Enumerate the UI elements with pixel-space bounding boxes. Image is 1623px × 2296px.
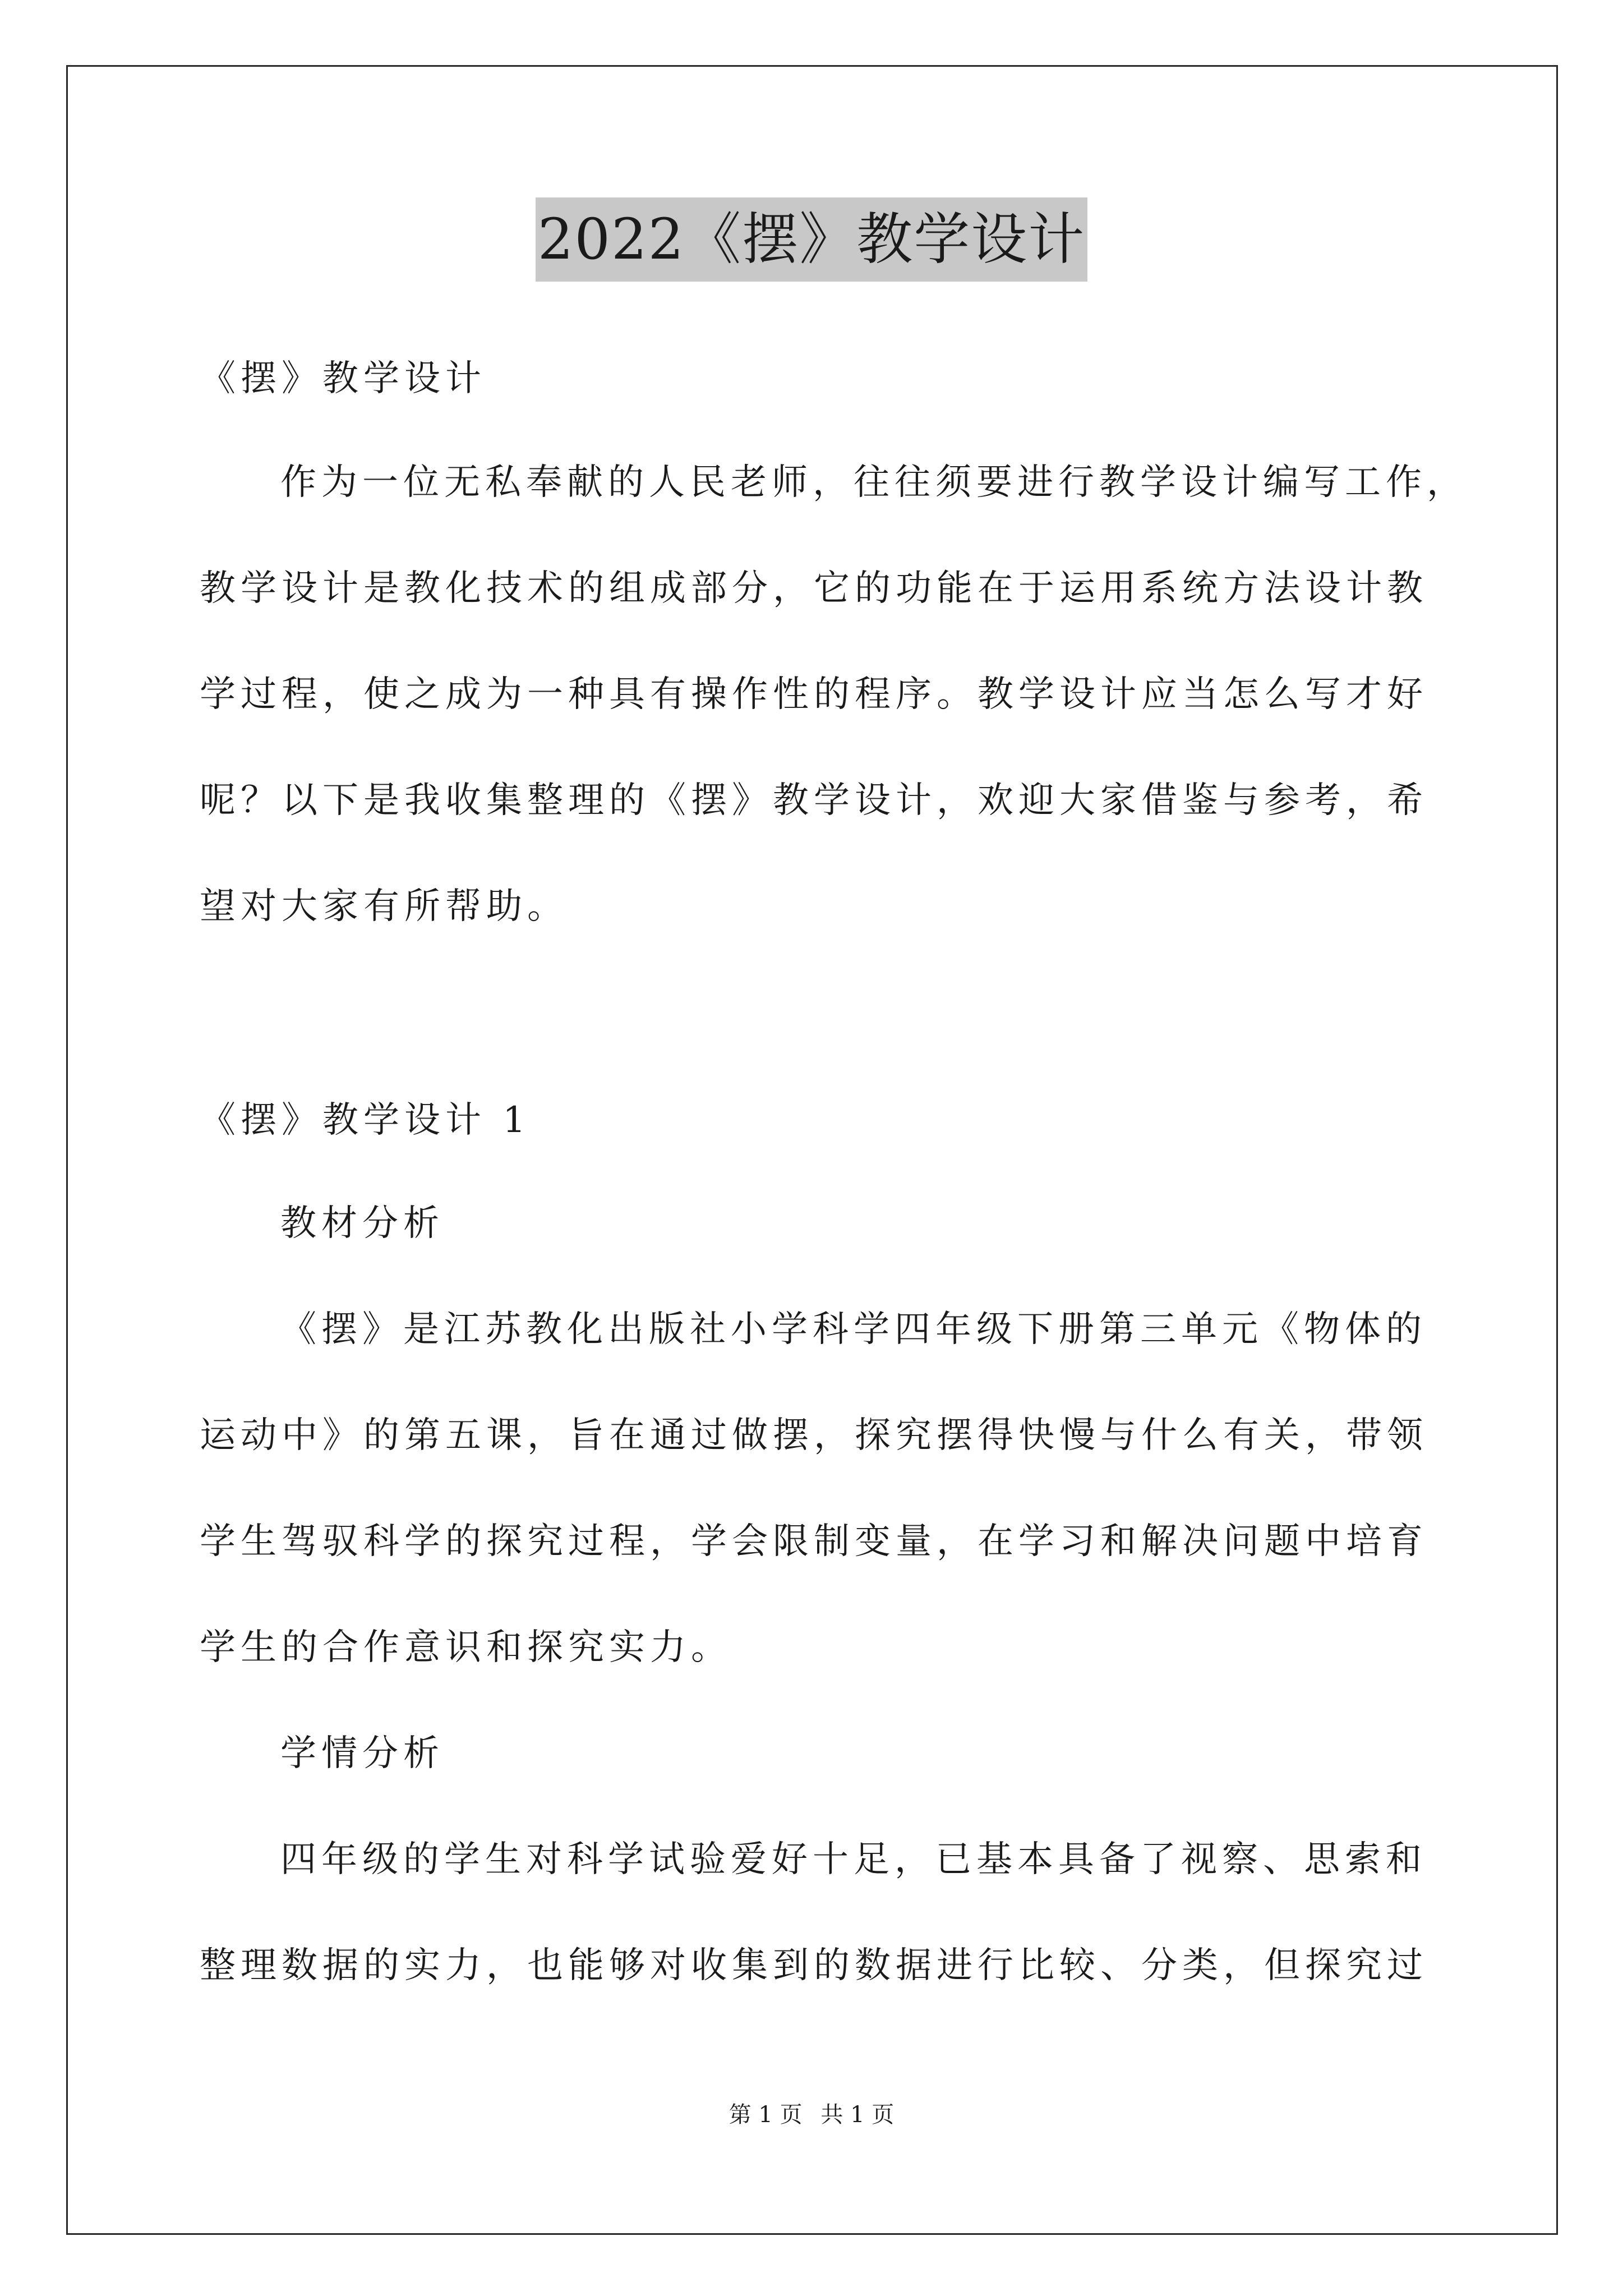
section-heading: 《摆》教学设计 1	[200, 1099, 531, 1141]
textbook-analysis-heading: 教材分析	[280, 1203, 444, 1244]
intro-line-1: 作为一位无私奉献的人民老师，往往须要进行教学设计编写工作，	[280, 462, 1468, 503]
textbook-line-1: 《摆》是江苏教化出版社小学科学四年级下册第三单元《物体的	[280, 1309, 1427, 1350]
intro-line-5: 望对大家有所帮助。	[200, 886, 568, 927]
page-number-current: 第 1 页	[728, 2102, 803, 2128]
student-line-1: 四年级的学生对科学试验爱好十足，已基本具备了视察、思索和	[280, 1839, 1427, 1880]
intro-line-2: 教学设计是教化技术的组成部分，它的功能在于运用系统方法设计教	[200, 568, 1428, 609]
textbook-line-3: 学生驾驭科学的探究过程，学会限制变量，在学习和解决问题中培育	[200, 1521, 1428, 1562]
page-number-total: 共 1 页	[820, 2102, 895, 2128]
textbook-line-2: 运动中》的第五课，旨在通过做摆，探究摆得快慢与什么有关，带领	[200, 1415, 1428, 1456]
intro-line-4: 呢？以下是我收集整理的《摆》教学设计，欢迎大家借鉴与参考，希	[200, 780, 1428, 821]
textbook-line-4: 学生的合作意识和探究实力。	[200, 1627, 732, 1668]
document-heading: 《摆》教学设计	[200, 358, 486, 399]
document-title: 2022《摆》教学设计	[536, 197, 1088, 282]
student-analysis-heading: 学情分析	[280, 1733, 444, 1774]
page-footer	[0, 2098, 1623, 2132]
student-line-2: 整理数据的实力，也能够对收集到的数据进行比较、分类，但探究过	[200, 1945, 1428, 1986]
intro-line-3: 学过程，使之成为一种具有操作性的程序。教学设计应当怎么写才好	[200, 674, 1428, 715]
title-container	[0, 197, 1623, 282]
